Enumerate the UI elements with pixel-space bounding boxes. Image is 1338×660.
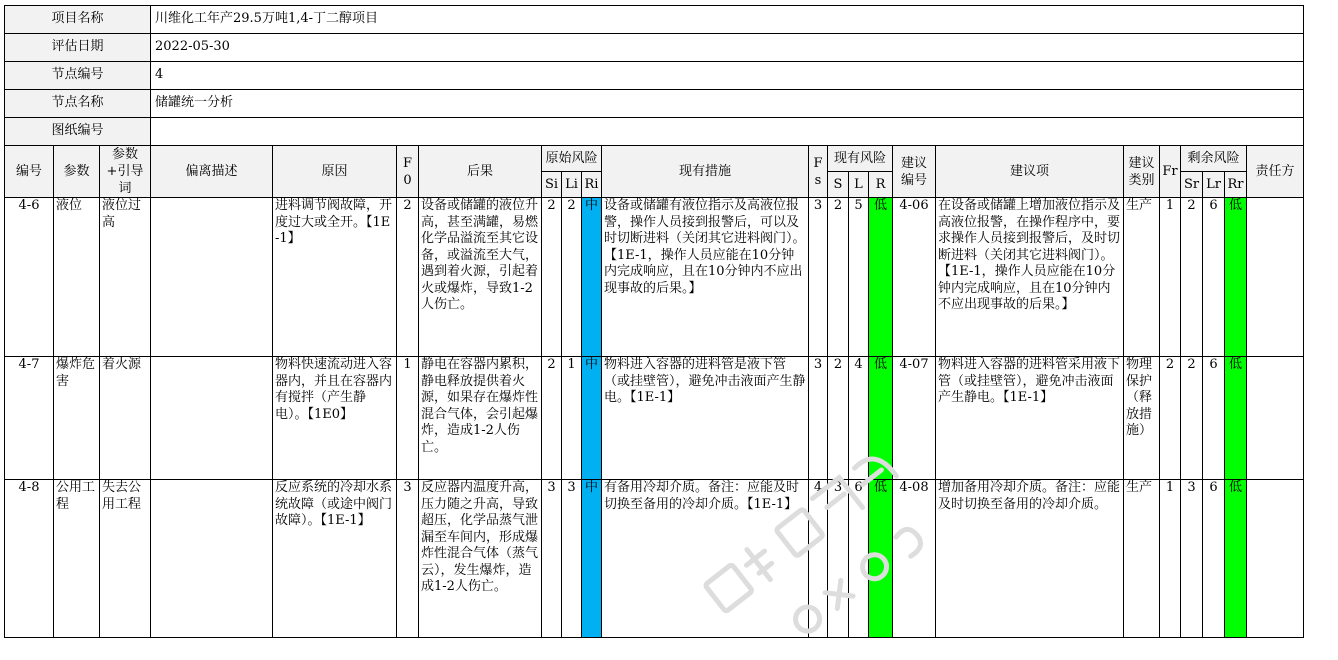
cell-fs[interactable]: 3 [809,198,828,357]
col-header-measures: 现有措施 [602,146,809,198]
col-header-deviation: 偏离描述 [151,146,273,198]
eval-date-value[interactable]: 2022-05-30 [151,34,1304,62]
cell-f0[interactable]: 2 [397,198,419,357]
cell-s[interactable]: 3 [828,480,849,638]
col-header-curr-risk: 现有风险 [828,146,893,172]
cell-rec[interactable]: 物料进入容器的进料管采用液下管（或挂壁管），避免冲击液面产生静电。【1E-1】 [936,357,1124,480]
cell-fs[interactable]: 3 [809,357,828,480]
col-header-no: 编号 [5,146,54,198]
cell-rec-no[interactable]: 4-07 [893,357,936,480]
cell-no[interactable]: 4-8 [5,480,54,638]
cell-measures[interactable]: 物料进入容器的进料管是液下管（或挂壁管），避免冲击液面产生静电。【1E-1】 [602,357,809,480]
drawing-no-label: 图纸编号 [5,118,151,146]
cell-sr[interactable]: 2 [1181,357,1203,480]
cell-s[interactable]: 2 [828,198,849,357]
cell-l[interactable]: 5 [849,198,869,357]
cell-guide[interactable]: 着火源 [100,357,151,480]
cell-li[interactable]: 2 [562,198,582,357]
table-row [5,357,1304,480]
cell-measures[interactable]: 有备用冷却介质。备注：应能及时切换至备用的冷却介质。【1E-1】 [602,480,809,638]
cell-consequence[interactable]: 设备或储罐的液位升高，甚至满罐，易燃化学品溢流至其它设备，或溢流至大气，遇到着火源，引起着火或爆炸，导致1-2人伤亡。 [419,198,542,357]
cell-fs[interactable]: 4 [809,480,828,638]
cell-measures[interactable]: 设备或储罐有液位指示及高液位报警，操作人员接到报警后，可以及时切断进料（关闭其它进料阀门）。【1E-1，操作人员应能在10分钟内完成响应，且在10分钟内不应出现事故的后果。】 [602,198,809,357]
col-header-param-guide: 参数+引导词 [100,146,151,198]
cell-s[interactable]: 2 [828,357,849,480]
cell-rec-no[interactable]: 4-08 [893,480,936,638]
cell-si[interactable]: 2 [542,198,562,357]
cell-lr[interactable]: 6 [1203,357,1225,480]
cell-l[interactable]: 4 [849,357,869,480]
cell-ri[interactable]: 中 [582,198,602,357]
col-header-rec: 建议项 [936,146,1124,198]
cell-no[interactable]: 4-6 [5,198,54,357]
cell-f0[interactable]: 3 [397,480,419,638]
cell-fr[interactable]: 1 [1160,198,1181,357]
project-name-label: 项目名称 [5,6,151,34]
cell-rec-type[interactable]: 生产 [1124,198,1160,357]
eval-date-row [5,34,1304,62]
cell-no[interactable]: 4-7 [5,357,54,480]
table-row [5,198,1304,357]
cell-sr[interactable]: 3 [1181,480,1203,638]
col-header-l: L [849,172,869,198]
col-header-r: R [869,172,893,198]
node-name-value[interactable]: 储罐统一分析 [151,90,1304,118]
cell-rr[interactable]: 低 [1225,357,1247,480]
col-header-resid-risk: 剩余风险 [1181,146,1247,172]
node-no-row [5,62,1304,90]
cell-f0[interactable]: 1 [397,357,419,480]
cell-rec[interactable]: 在设备或储罐上增加液位指示及高液位报警，在操作程序中，要求操作人员接到报警后，及时切断进料（关闭其它进料阀门）。【1E-1，操作人员应能在10分钟内完成响应，且在10分钟内不应出现事故的后果。】 [936,198,1124,357]
cell-consequence[interactable]: 静电在容器内累积，静电释放提供着火源，如果存在爆炸性混合气体，会引起爆炸，造成1-2人伤亡。 [419,357,542,480]
project-name-row [5,6,1304,34]
cell-rec-type[interactable]: 生产 [1124,480,1160,638]
cell-deviation[interactable] [151,198,273,357]
cell-li[interactable]: 3 [562,480,582,638]
col-header-fs: Fs [809,146,828,198]
drawing-no-row [5,118,1304,146]
col-header-si: Si [542,172,562,198]
cell-lr[interactable]: 6 [1203,480,1225,638]
node-name-row [5,90,1304,118]
cell-consequence[interactable]: 反应器内温度升高，压力随之升高，导致超压，化学品蒸气泄漏至车间内，形成爆炸性混合气体（蒸气云），发生爆炸，造成1-2人伤亡。 [419,480,542,638]
cell-r[interactable]: 低 [869,480,893,638]
cell-guide[interactable]: 液位过高 [100,198,151,357]
cell-param[interactable]: 公用工程 [54,480,100,638]
col-header-orig-risk: 原始风险 [542,146,602,172]
cell-owner[interactable] [1247,357,1304,480]
table-row [5,480,1304,638]
col-header-rec-type: 建议类别 [1124,146,1160,198]
col-header-sr: Sr [1181,172,1203,198]
col-header-s: S [828,172,849,198]
col-header-ri: Ri [582,172,602,198]
cell-rec[interactable]: 增加备用冷却介质。备注：应能及时切换至备用的冷却介质。 [936,480,1124,638]
cell-si[interactable]: 3 [542,480,562,638]
cell-cause[interactable]: 反应系统的冷却水系统故障（或途中阀门故障）。【1E-1】 [273,480,397,638]
col-header-param: 参数 [54,146,100,198]
cell-ri[interactable]: 中 [582,480,602,638]
cell-guide[interactable]: 失去公用工程 [100,480,151,638]
cell-li[interactable]: 1 [562,357,582,480]
col-header-fr: Fr [1160,146,1181,198]
cell-owner[interactable] [1247,480,1304,638]
col-header-consequence: 后果 [419,146,542,198]
col-header-f0: F0 [397,146,419,198]
col-header-lr: Lr [1203,172,1225,198]
col-header-rr: Rr [1225,172,1247,198]
cell-rec-type[interactable]: 物理保护（释放措施） [1124,357,1160,480]
cell-cause[interactable]: 物料快速流动进入容器内，并且在容器内有搅拌（产生静电）。【1E0】 [273,357,397,480]
cell-ri[interactable]: 中 [582,357,602,480]
header-row-1 [5,146,1304,172]
cell-rr[interactable]: 低 [1225,480,1247,638]
cell-rr[interactable]: 低 [1225,198,1247,357]
cell-rec-no[interactable]: 4-06 [893,198,936,357]
cell-deviation[interactable] [151,357,273,480]
drawing-no-value[interactable] [151,118,1304,146]
cell-si[interactable]: 2 [542,357,562,480]
cell-r[interactable]: 低 [869,357,893,480]
project-name-value[interactable]: 川维化工年产29.5万吨1,4-丁二醇项目 [151,6,1304,34]
col-header-cause: 原因 [273,146,397,198]
node-no-label: 节点编号 [5,62,151,90]
cell-cause[interactable]: 进料调节阀故障，开度过大或全开。【1E-1】 [273,198,397,357]
cell-lr[interactable]: 6 [1203,198,1225,357]
cell-owner[interactable] [1247,198,1304,357]
node-no-value[interactable]: 4 [151,62,1304,90]
cell-fr[interactable]: 2 [1160,357,1181,480]
cell-l[interactable]: 6 [849,480,869,638]
col-header-rec-no: 建议编号 [893,146,936,198]
col-header-owner: 责任方 [1247,146,1304,198]
cell-param[interactable]: 液位 [54,198,100,357]
hazop-worksheet [4,5,1304,638]
cell-sr[interactable]: 2 [1181,198,1203,357]
node-name-label: 节点名称 [5,90,151,118]
cell-param[interactable]: 爆炸危害 [54,357,100,480]
cell-deviation[interactable] [151,480,273,638]
eval-date-label: 评估日期 [5,34,151,62]
cell-r[interactable]: 低 [869,198,893,357]
col-header-li: Li [562,172,582,198]
cell-fr[interactable]: 1 [1160,480,1181,638]
